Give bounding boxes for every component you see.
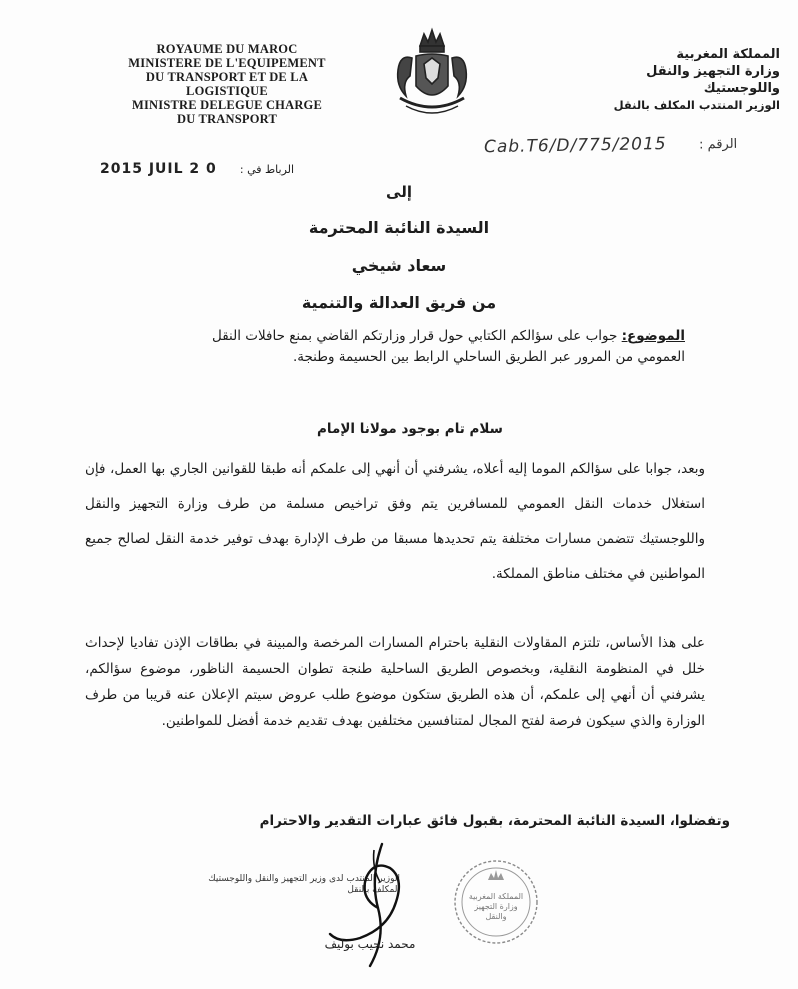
header-fr-line: ROYAUME DU MAROC	[156, 42, 298, 56]
header-fr-line: MINISTRE DELEGUE CHARGE	[131, 98, 323, 112]
header-french	[112, 42, 342, 126]
seal-text-line: المملكة المغربية	[468, 892, 524, 901]
seal-text-line: وزارة التجهيز	[474, 902, 518, 911]
handwritten-signature-icon	[300, 838, 430, 978]
recipient-name: سعاد شيخي	[351, 256, 447, 275]
subject-label: الموضوع:	[621, 328, 685, 344]
coat-of-arms-icon	[390, 26, 474, 124]
closing-line: وتفضلوا، السيدة النائبة المحترمة، بقبول فائق عبارات التقدير والاحترام	[259, 813, 730, 829]
seal-text	[468, 892, 524, 922]
reference-number	[484, 133, 738, 157]
recipient-title: السيدة النائبة المحترمة	[308, 218, 490, 237]
header-ar-line: المملكة المغربية	[676, 47, 780, 62]
date-stamp: 2015 JUIL 2 0	[100, 161, 217, 177]
recipient-to: إلى	[386, 183, 412, 201]
header-ar-line: واللوجستيك	[703, 81, 780, 96]
header-fr-line: DU TRANSPORT ET DE LA	[145, 70, 309, 84]
seal-text-line: والنقل	[485, 912, 507, 921]
signature-block-line: المكلف بالنقل	[347, 885, 400, 895]
subject-text: جواب على سؤالكم الكتابي حول قرار وزارتكم القاضي بمنع حافلات النقل العمومي من المرور عبر الطريق الساحلي الرابط بين الحسيمة وطنجة.	[211, 328, 685, 365]
reference-label: الرقم :	[698, 136, 738, 153]
header-ar-line: وزارة التجهيز والنقل	[646, 64, 780, 79]
greeting: سلام تام بوجود مولانا الإمام	[317, 421, 503, 437]
header-fr-line: MINISTERE DE L'EQUIPEMENT	[128, 56, 326, 70]
reference-handwritten: Cab.T6/D/775/2015	[483, 134, 667, 158]
signatory-name: محمد نجيب بوليف	[324, 937, 416, 951]
signature-block-line: الوزير المنتدب لدى وزير التجهيز والنقل واللوجستيك	[208, 874, 400, 884]
header-ar-line: الوزير المنتدب المكلف بالنقل	[613, 98, 780, 112]
subject	[175, 326, 685, 368]
header-arabic	[550, 46, 780, 114]
header-fr-line: LOGISTIQUE	[186, 84, 268, 98]
body-paragraph-1: وبعد، جوابا على سؤالكم الموما إليه أعلاه، يشرفني أن أنهي إلى علمكم أنه طبقا للقوانين الجاري بها العمل، فإن استغلال خدمات النقل العمومي للمسافرين يتم وفق تراخيص مسلمة من طرف وزارة التجهيز والنقل واللوجستيك تتضمن مسارات مختلفة يتم تحديدها مسبقا من طرف الإدارة بهدف توفير خدمة النقل لصالح جميع المواطنين في مختلف مناطق المملكة.	[85, 461, 705, 582]
date-line	[100, 158, 294, 177]
body-paragraph-2: على هذا الأساس، تلتزم المقاولات النقلية باحترام المسارات المرخصة والمبينة في بطاقات الإذن تفاديا لإحداث خلل في المنظومة النقلية، وبخصوص الطريق الساحلية طنجة تطوان الحسيمة الناظور، موضوع سؤالكم، يشرفني أن أنهي إلى علمكم، أن هذه الطريق ستكون موضوع طلب عروض سيتم الإعلان عنه قريبا من طرف الوزارة والذي سيكون فرصة لفتح المجال لمتنافسين مختلفين بهدف تقديم خدمة أفضل للمواطنين.	[85, 635, 705, 729]
recipient-group: من فريق العدالة والتنمية	[301, 293, 497, 312]
date-label: الرباط في :	[239, 163, 295, 176]
header-fr-line: DU TRANSPORT	[176, 112, 277, 126]
